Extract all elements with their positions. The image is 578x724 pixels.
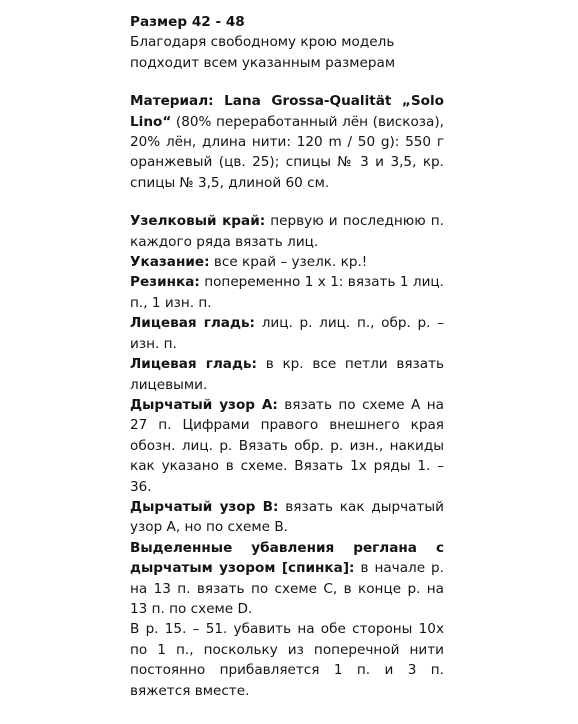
paragraph [130,272,444,313]
paragraph-text: попеременно 1 х 1: вязать 1 лиц. п., 1 изн. п. [130,274,444,311]
paragraph-label: Лицевая гладь: [130,356,257,373]
paragraph-text: В р. 15. – 51. убавить на обе стороны 10х по 1 п., поскольку из поперечной нити постоянно прибавляется 1 п. и 3 п. вяжется вместе. [130,621,444,699]
material-label: Материал: Lana Grossa-Qualität „Solo Lino“ [130,93,444,130]
paragraph-label: Дырчатый узор А: [130,396,278,413]
size-text: Благодаря свободному крою модель подходит всем указанным размерам [130,34,396,71]
paragraph-label: Лицевая гладь: [130,315,255,332]
paragraph-text: все край – узелк. кр.! [209,254,368,271]
document [130,12,444,701]
paragraph-text: лиц. р. лиц. п., обр. р. – изн. п. [130,315,444,352]
paragraph-label: Указание: [130,254,210,271]
paragraph-text: в начале р. на 13 п. вязать по схеме С, в конце р. на 13 п. по схеме D. [130,560,444,617]
size-heading: Размер 42 - 48 [130,14,245,30]
paragraph-text: вязать по схеме А на 27 п. Цифрами правого внешнего края обозн. лиц. р. Вязать обр. р. изн., накиды как указано в схеме. Вязать 1x ряды 1. – 36. [130,396,444,495]
paragraph-label: Дырчатый узор В: [130,498,279,515]
material-text: (80% переработанный лён (вискоза), 20% лён, длина нити: 120 m / 50 g): 550 г оранжевый (цв. 25); спицы № 3 и 3,5, кр. спицы № 3,5, длиной 60 см. [130,113,444,191]
paragraph-text: первую и последнюю п. каждого ряда вязать лиц. [130,213,444,250]
spacer [130,73,444,91]
paragraph [130,354,444,395]
material-section [130,91,444,193]
paragraph-label: Выделенные убавления реглана с дырчатым узором [спинка]: [130,539,444,577]
spacer [130,193,444,211]
paragraph-text: вязать как дырчатый узор А, но по схеме В. [130,498,444,536]
paragraph [130,619,444,701]
paragraph [130,313,444,354]
paragraph [130,252,444,272]
paragraph [130,395,444,497]
size-section [130,12,444,73]
paragraph-label: Узелковый край: [130,213,266,230]
paragraph [130,211,444,252]
paragraph [130,497,444,538]
paragraph-text: в кр. все петли вязать лицевыми. [130,356,445,393]
paragraph-label: Резинка: [130,274,200,291]
paragraph [130,538,444,620]
